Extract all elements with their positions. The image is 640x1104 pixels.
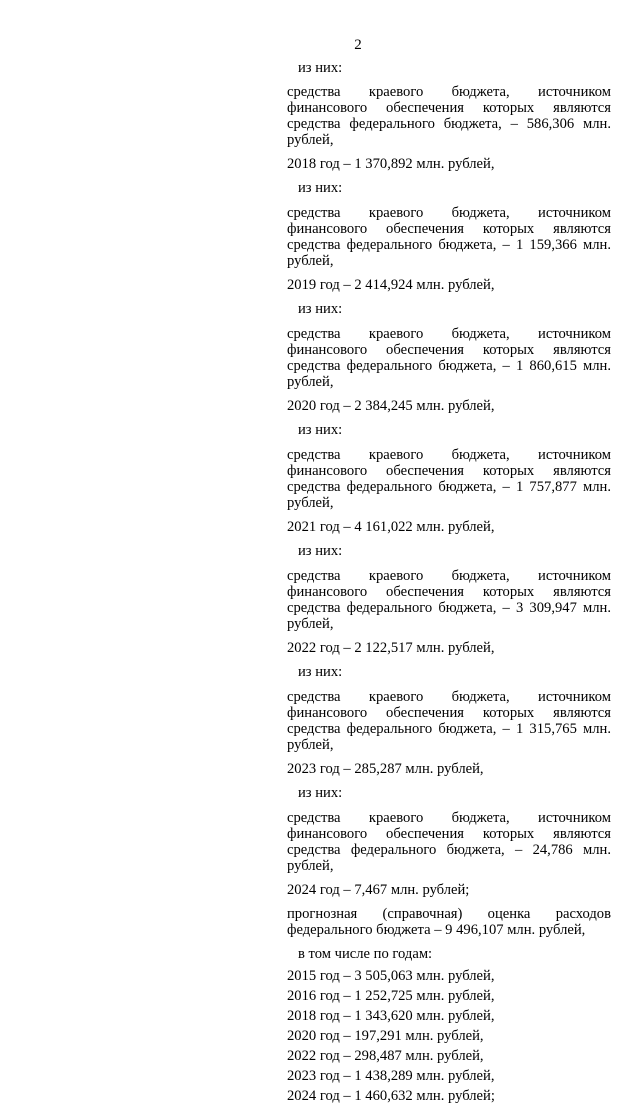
year-line: 2019 год – 2 414,924 млн. рублей,: [287, 277, 495, 293]
block-text: средства краевого бюджета, источником финансового обеспечения которых являются средства федерального бюджета, – 1 159,366 млн. рублей,: [287, 205, 611, 269]
page-number: 2: [354, 37, 362, 53]
year-line: 2022 год – 2 122,517 млн. рублей,: [287, 640, 495, 656]
block-intro: из них:: [298, 180, 343, 196]
block-intro: из них:: [298, 664, 343, 680]
block-intro: из них:: [298, 422, 343, 438]
block-text: средства краевого бюджета, источником финансового обеспечения которых являются средства федерального бюджета, – 3 309,947 млн. рублей,: [287, 568, 611, 632]
federal-year-line: 2023 год – 1 438,289 млн. рублей,: [287, 1068, 495, 1084]
year-line: 2020 год – 2 384,245 млн. рублей,: [287, 398, 495, 414]
federal-year-line: 2018 год – 1 343,620 млн. рублей,: [287, 1008, 495, 1024]
federal-year-line: 2024 год – 1 460,632 млн. рублей;: [287, 1088, 495, 1104]
year-line: 2023 год – 285,287 млн. рублей,: [287, 761, 484, 777]
federal-year-line: 2020 год – 197,291 млн. рублей,: [287, 1028, 484, 1044]
federal-years-list: [287, 968, 611, 1104]
block-text: средства краевого бюджета, источником финансового обеспечения которых являются средства федерального бюджета, – 24,786 млн. рублей,: [287, 810, 611, 874]
block-text: средства краевого бюджета, источником финансового обеспечения которых являются средства федерального бюджета, – 1 757,877 млн. рублей,: [287, 447, 611, 511]
block-text: средства краевого бюджета, источником финансового обеспечения которых являются средства федерального бюджета, – 1 860,615 млн. рублей,: [287, 326, 611, 390]
federal-year-line: 2016 год – 1 252,725 млн. рублей,: [287, 988, 495, 1004]
block-intro: из них:: [298, 60, 343, 76]
federal-year-line: 2015 год – 3 505,063 млн. рублей,: [287, 968, 495, 984]
block-text: средства краевого бюджета, источником финансового обеспечения которых являются средства федерального бюджета, – 586,306 млн. рублей,: [287, 84, 611, 148]
by-years-label: в том числе по годам:: [298, 946, 433, 962]
year-line: 2024 год – 7,467 млн. рублей;: [287, 882, 470, 898]
block-intro: из них:: [298, 301, 343, 317]
federal-year-line: 2022 год – 298,487 млн. рублей,: [287, 1048, 484, 1064]
year-line: 2018 год – 1 370,892 млн. рублей,: [287, 156, 495, 172]
federal-estimate-text: прогнозная (справочная) оценка расходов федерального бюджета – 9 496,107 млн. рублей,: [287, 906, 611, 938]
block-text: средства краевого бюджета, источником финансового обеспечения которых являются средства федерального бюджета, – 1 315,765 млн. рублей,: [287, 689, 611, 753]
block-intro: из них:: [298, 543, 343, 559]
block-intro: из них:: [298, 785, 343, 801]
year-line: 2021 год – 4 161,022 млн. рублей,: [287, 519, 495, 535]
funding-text: [287, 60, 611, 1104]
